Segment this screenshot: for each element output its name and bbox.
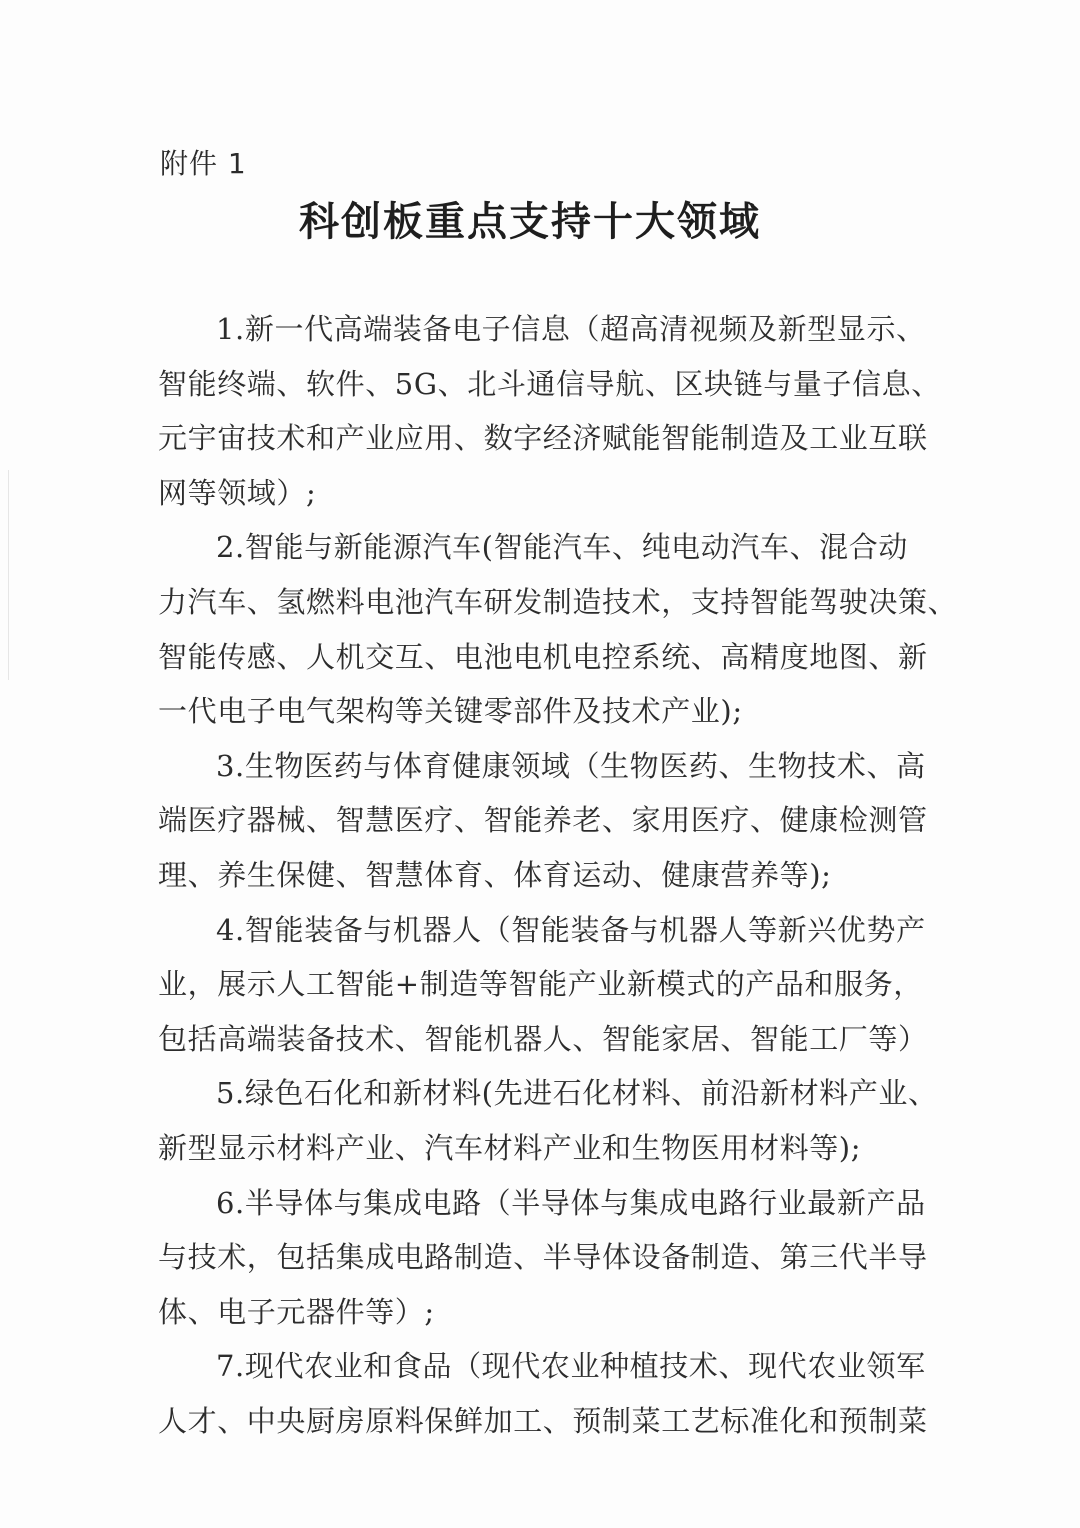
item-1-line-1: 1.新一代高端装备电子信息（超高清视频及新型显示、	[216, 312, 926, 346]
item-7-line-2: 人才、中央厨房原料保鲜加工、预制菜工艺标准化和预制菜	[158, 1403, 928, 1438]
item-5-line-2: 新型显示材料产业、汽车材料产业和生物医用材料等);	[158, 1130, 862, 1165]
attachment-label: 附件 1	[160, 147, 247, 180]
item-2-line-4: 一代电子电气架构等关键零部件及技术产业);	[158, 694, 743, 729]
document-title: 科创板重点支持十大领域	[299, 198, 761, 245]
item-6-line-2: 与技术，包括集成电路制造、半导体设备制造、第三代半导	[158, 1240, 928, 1275]
scan-margin-mark	[8, 470, 9, 680]
item-4-line-2: 业，展示人工智能+制造等智能产业新模式的产品和服务，	[158, 967, 923, 1002]
item-2-line-3: 智能传感、人机交互、电池电机电控系统、高精度地图、新	[158, 639, 928, 674]
item-3-line-2: 端医疗器械、智慧医疗、智能养老、家用医疗、健康检测管	[158, 803, 928, 838]
item-4-line-1: 4.智能装备与机器人（智能装备与机器人等新兴优势产	[216, 912, 926, 947]
item-1-line-2: 智能终端、软件、5G、北斗通信导航、区块链与量子信息、	[158, 366, 941, 401]
item-2-line-1: 2.智能与新能源汽车(智能汽车、纯电动汽车、混合动	[216, 530, 908, 565]
item-5-line-1: 5.绿色石化和新材料(先进石化材料、前沿新材料产业、	[216, 1076, 938, 1111]
item-1-line-4: 网等领域）;	[158, 475, 317, 510]
item-2-line-2: 力汽车、氢燃料电池汽车研发制造技术，支持智能驾驶决策、	[158, 584, 958, 619]
item-1-line-3: 元宇宙技术和产业应用、数字经济赋能智能制造及工业互联	[158, 421, 928, 456]
item-4-line-3: 包括高端装备技术、智能机器人、智能家居、智能工厂等）	[158, 1021, 928, 1056]
document-body	[158, 302, 958, 1448]
item-3-line-3: 理、养生保健、智慧体育、体育运动、健康营养等);	[158, 857, 832, 892]
item-7-line-1: 7.现代农业和食品（现代农业种植技术、现代农业领军	[216, 1349, 926, 1384]
item-6-line-3: 体、电子元器件等）;	[158, 1294, 435, 1329]
item-6-line-1: 6.半导体与集成电路（半导体与集成电路行业最新产品	[216, 1185, 926, 1220]
item-3-line-1: 3.生物医药与体育健康领域（生物医药、生物技术、高	[216, 748, 926, 783]
